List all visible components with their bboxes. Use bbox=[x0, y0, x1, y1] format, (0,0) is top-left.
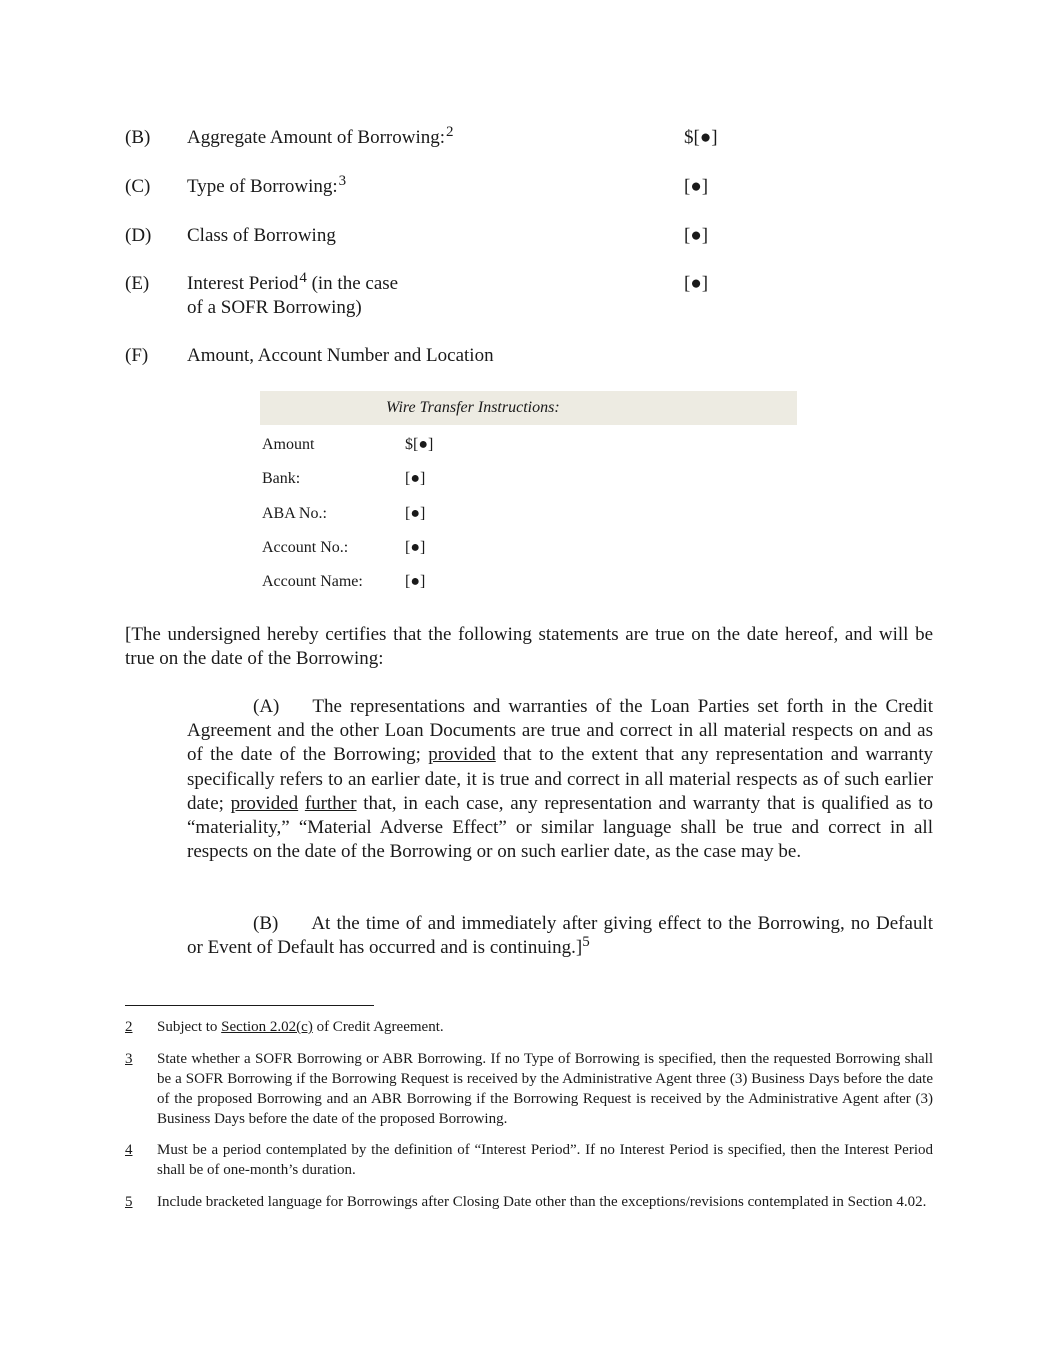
footnote-5-number: 5 bbox=[125, 1194, 133, 1210]
footnote-separator bbox=[125, 1005, 374, 1006]
wire-aba-value: [●] bbox=[405, 505, 426, 522]
footnote-2-number: 2 bbox=[125, 1019, 133, 1035]
section-2-02c-link[interactable]: Section 2.02(c) bbox=[221, 1019, 313, 1035]
footnote-4-text: Must be a period contemplated by the definition of “Interest Period”. If no Interest Period is specified, then the Interest Period shall be of one-month’s duration. bbox=[157, 1142, 933, 1178]
wire-account-no-value: [●] bbox=[405, 539, 426, 556]
footnote-ref-2[interactable]: 2 bbox=[446, 124, 454, 140]
item-c-label: Type of Borrowing:$^3$ bbox=[187, 173, 347, 197]
item-c-letter: (C) bbox=[125, 176, 151, 197]
item-e-letter: (E) bbox=[125, 273, 150, 294]
wire-transfer-header: Wire Transfer Instructions: bbox=[260, 391, 797, 425]
wire-bank-value: [●] bbox=[405, 470, 426, 487]
certification-paragraph-b: (B) At the time of and immediately after giving effect to the Borrowing, no Default or Event of Default has occurred and is continuing.]$^5$ bbox=[187, 913, 933, 959]
footnote-ref-3[interactable]: 3 bbox=[338, 173, 347, 189]
certification-intro: [The undersigned hereby certifies that the following statements are true on the date hereof, and will be true on the date of the Borrowing: bbox=[125, 624, 933, 670]
item-d-value: [●] bbox=[684, 225, 709, 246]
footnote-5-text: Include bracketed language for Borrowings after Closing Date other than the exceptions/revisions contemplated in Section 4.02. bbox=[157, 1194, 927, 1210]
wire-account-no-label: Account No.: bbox=[262, 539, 349, 556]
item-d-label: Class of Borrowing bbox=[187, 225, 336, 246]
footnote-ref-4[interactable]: 4 bbox=[299, 270, 307, 286]
item-e-value: [●] bbox=[684, 273, 709, 294]
wire-bank-label: Bank: bbox=[262, 470, 301, 487]
item-c-value: [●] bbox=[684, 176, 709, 197]
wire-account-name-label: Account Name: bbox=[262, 573, 363, 590]
paragraph-b-letter: (B) bbox=[253, 913, 279, 934]
wire-account-name-value: [●] bbox=[405, 573, 426, 590]
item-f-label: Amount, Account Number and Location bbox=[187, 345, 494, 366]
item-f-letter: (F) bbox=[125, 345, 149, 366]
wire-amount-label: Amount bbox=[262, 436, 315, 453]
item-b-value: $[●] bbox=[684, 127, 718, 148]
certification-paragraph-a: (A) The representations and warranties of the Loan Parties set forth in the Credit Agreement and the other Loan Documents are true and correct in all material respects on and as of the date of the Borrowing; provided that to the extent that any representation and warranty specifically refers to an earlier date, it is true and correct in all material respects as of such earlier date; provided further that, in each case, any representation and warranty that is qualified as to “materiality,” “Material Adverse Effect” or similar language shall be true and correct in all respects on the date of the Borrowing or on such earlier date, as the case may be. bbox=[187, 696, 933, 863]
footnote-ref-5[interactable]: 5 bbox=[582, 934, 590, 951]
wire-aba-label: ABA No.: bbox=[262, 505, 327, 522]
paragraph-a-letter: (A) bbox=[253, 696, 280, 717]
wire-amount-value: $[●] bbox=[405, 436, 434, 453]
item-d-letter: (D) bbox=[125, 225, 152, 246]
footnote-3-number: 3 bbox=[125, 1051, 133, 1067]
footnote-4-number: 4 bbox=[125, 1142, 133, 1158]
item-b-label: Aggregate Amount of Borrowing:$^2$ bbox=[187, 124, 454, 148]
footnote-3-text: State whether a SOFR Borrowing or ABR Borrowing. If no Type of Borrowing is specified, then the requested Borrowing shall be a SOFR Borrowing if the Borrowing Request is received by the Administrative Agent three (3) Business Days before the date of the proposed Borrowing and an ABR Borrowing if the Borrowing Request is received by the Administrative Agent after (3) Business Days before the date of the proposed Borrowing. bbox=[157, 1051, 933, 1127]
item-b-letter: (B) bbox=[125, 127, 151, 148]
item-e-label: Interest Period$^4$ (in the case of a SOFR Borrowing) bbox=[187, 270, 399, 318]
footnote-2-text: Subject to Section 2.02(c) of Credit Agreement. bbox=[157, 1019, 444, 1035]
